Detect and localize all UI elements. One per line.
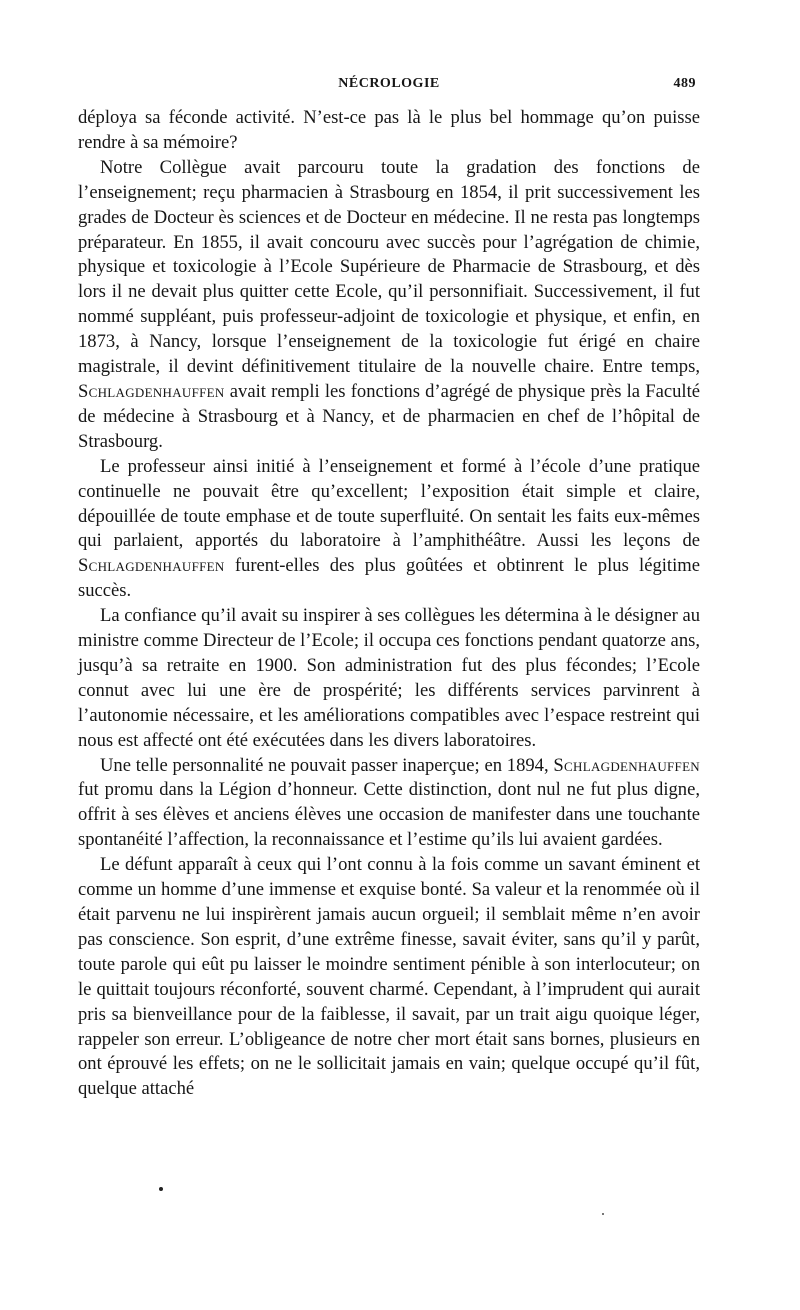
ink-speck xyxy=(602,1213,604,1215)
paragraph-text: Une telle personnalité ne pouvait passer inaperçue; en 1894, xyxy=(100,754,554,776)
book-page xyxy=(78,0,700,1310)
body-text xyxy=(78,106,700,1102)
paragraph-teaching xyxy=(78,455,700,604)
running-head-title: NÉCROLOGIE xyxy=(338,76,440,91)
running-head xyxy=(78,76,700,98)
paragraph-direction: La confiance qu’il avait su inspirer à ses collègues les détermina à le désigner au ministre comme Directeur de l’Ecole; il occupa ces fonctions pendant quatorze ans, jusqu’à sa retraite en 1900. Son administration fut des plus fécondes; l’Ecole connut avec lui une ère de prospérité; les différents services parvinrent à l’autonomie nécessaire, et les améliorations compatibles avec l’espace restreint qui nous est affecté ont été exécutées dans les divers laboratoires. xyxy=(78,605,700,751)
paragraph-text: avait rempli les fonctions d’agrégé de physique près la Faculté de médecine à Strasbourg et à Nancy, et de pharmacien en chef de l’hôpital de Strasbourg. xyxy=(78,380,700,452)
page-number: 489 xyxy=(673,76,696,91)
paragraph-text: fut promu dans la Légion d’honneur. Cette distinction, dont nul ne fut plus digne, offrit à ses élèves et anciens élèves une occasion de manifester dans une touchante spontanéité l’affection, la reconnaissance et l’estime qu’ils lui avaient gardées. xyxy=(78,779,700,851)
paragraph-continuation: déploya sa féconde activité. N’est-ce pas là le plus bel hommage qu’on puisse rendre à sa mémoire? xyxy=(78,107,700,153)
paragraph-text: Notre Collègue avait parcouru toute la gradation des fonctions de l’enseignement; reçu pharmacien à Strasbourg en 1854, il prit successivement les grades de Docteur ès sciences et de Docteur en médecine. Il ne resta pas longtemps préparateur. En 1855, il avait concouru avec succès pour l’agrégation de chimie, physique et toxicologie à l’Ecole Supérieure de Pharmacie de Strasbourg, et dès lors il ne devait plus quitter cette Ecole, qu’il personnifiait. Successivement, il fut nommé suppléant, puis professeur-adjoint de toxicologie et physique, et enfin, en 1873, à Nancy, lorsque l’enseignement de la toxicologie fut érigé en chaire magistrale, il devint définitivement titulaire de la nouvelle chaire. Entre temps, xyxy=(78,156,700,378)
person-name: Schlagdenhauffen xyxy=(553,754,700,776)
ink-dot xyxy=(159,1187,163,1191)
paragraph-text: Le professeur ainsi initié à l’enseignement et formé à l’école d’une pratique continuelle ne pouvait être qu’excellent; l’exposition était simple et claire, dépouillée de toute emphase et de toute superfluité. On sentait les faits eux-mêmes qui parlaient, apportés du laboratoire à l’amphithéâtre. Aussi les leçons de xyxy=(78,455,700,552)
person-name: Schlagdenhauffen xyxy=(78,555,225,577)
paragraph-text: furent-elles des plus goûtées et obtinrent le plus légitime succès. xyxy=(78,555,700,602)
paragraph-honours xyxy=(78,754,700,854)
paragraph-character: Le défunt apparaît à ceux qui l’ont connu à la fois comme un savant éminent et comme un homme d’une immense et exquise bonté. Sa valeur et la renommée où il était parvenu ne lui inspirèrent jamais aucun orgueil; il semblait même n’en avoir pas conscience. Son esprit, d’une extrême finesse, savait éviter, sans qu’il y parût, toute parole qui eût pu laisser le moindre sentiment pénible à son interlocuteur; on le quittait toujours réconforté, souvent charmé. Cependant, à l’imprudent qui aurait pris sa bienveillance pour de la faiblesse, il savait, par un trait aigu quoique léger, rappeler son erreur. L’obligeance de notre cher mort était sans bornes, plusieurs en ont éprouvé les effets; on ne le sollicitait jamais en vain; quelque occupé qu’il fût, quelque attaché xyxy=(78,854,700,1100)
paragraph-career xyxy=(78,156,700,455)
person-name: Schlagdenhauffen xyxy=(78,380,225,402)
